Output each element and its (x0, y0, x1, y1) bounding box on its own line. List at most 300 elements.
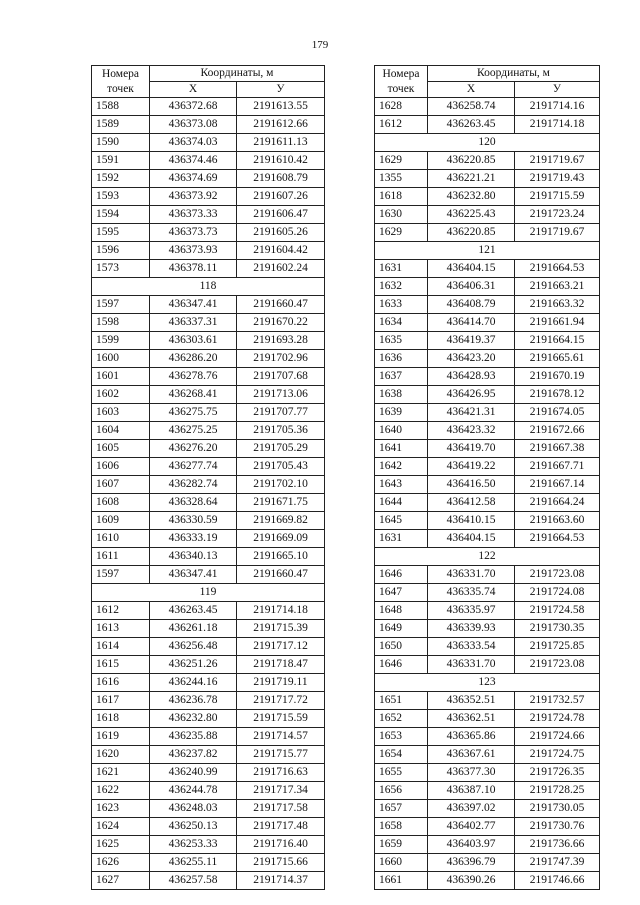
table-row (92, 116, 325, 134)
x-coordinate-cell: 436374.46 (150, 152, 237, 170)
x-coordinate-cell: 436251.26 (150, 656, 237, 674)
y-coordinate-cell: 2191724.66 (515, 728, 600, 746)
table-body-left (92, 98, 325, 890)
x-coordinate-cell: 436402.77 (428, 818, 515, 836)
x-coordinate-cell: 436367.61 (428, 746, 515, 764)
point-number-cell: 1607 (92, 476, 150, 494)
point-number-cell: 1637 (375, 368, 428, 386)
x-coordinate-cell: 436276.20 (150, 440, 237, 458)
point-number-cell: 1644 (375, 494, 428, 512)
table-row (375, 170, 600, 188)
x-coordinate-cell: 436253.33 (150, 836, 237, 854)
y-coordinate-cell: 2191714.18 (237, 602, 325, 620)
table-row (375, 422, 600, 440)
table-row (92, 800, 325, 818)
table-row (92, 854, 325, 872)
point-number-cell: 1623 (92, 800, 150, 818)
table-row (92, 386, 325, 404)
table-row (375, 854, 600, 872)
x-coordinate-cell: 436347.41 (150, 296, 237, 314)
y-coordinate-cell: 2191723.08 (515, 656, 600, 674)
table-row (92, 350, 325, 368)
point-number-cell: 1632 (375, 278, 428, 296)
y-coordinate-cell: 2191693.28 (237, 332, 325, 350)
x-coordinate-cell: 436275.25 (150, 422, 237, 440)
x-coordinate-cell: 436232.80 (150, 710, 237, 728)
y-coordinate-cell: 2191604.42 (237, 242, 325, 260)
point-number-cell: 1646 (375, 656, 428, 674)
table-row (92, 440, 325, 458)
table-row (375, 116, 600, 134)
point-number-cell: 1609 (92, 512, 150, 530)
table-row (92, 242, 325, 260)
table-row (92, 620, 325, 638)
x-coordinate-cell: 436225.43 (428, 206, 515, 224)
y-coordinate-cell: 2191665.10 (237, 548, 325, 566)
table-row (92, 314, 325, 332)
point-number-cell: 1604 (92, 422, 150, 440)
y-coordinate-cell: 2191717.58 (237, 800, 325, 818)
point-number-cell: 1611 (92, 548, 150, 566)
point-number-cell: 1654 (375, 746, 428, 764)
y-coordinate-cell: 2191724.78 (515, 710, 600, 728)
point-number-cell: 1614 (92, 638, 150, 656)
y-coordinate-cell: 2191716.40 (237, 836, 325, 854)
point-number-cell: 1612 (92, 602, 150, 620)
y-coordinate-cell: 2191612.66 (237, 116, 325, 134)
x-coordinate-cell: 436365.86 (428, 728, 515, 746)
y-coordinate-cell: 2191715.59 (237, 710, 325, 728)
x-coordinate-cell: 436347.41 (150, 566, 237, 584)
x-coordinate-cell: 436362.51 (428, 710, 515, 728)
y-coordinate-cell: 2191707.77 (237, 404, 325, 422)
section-row (375, 548, 600, 566)
point-number-cell: 1621 (92, 764, 150, 782)
y-coordinate-cell: 2191669.82 (237, 512, 325, 530)
x-coordinate-cell: 436220.85 (428, 152, 515, 170)
point-number-cell: 1660 (375, 854, 428, 872)
table-row (92, 98, 325, 116)
point-number-cell: 1631 (375, 260, 428, 278)
y-coordinate-cell: 2191608.79 (237, 170, 325, 188)
section-row (92, 584, 325, 602)
point-number-cell: 1596 (92, 242, 150, 260)
point-number-cell: 1610 (92, 530, 150, 548)
point-number-cell: 1625 (92, 836, 150, 854)
point-number-cell: 1612 (375, 116, 428, 134)
x-coordinate-cell: 436278.76 (150, 368, 237, 386)
table-row (92, 566, 325, 584)
x-coordinate-cell: 436374.03 (150, 134, 237, 152)
y-coordinate-cell: 2191663.21 (515, 278, 600, 296)
x-coordinate-cell: 436235.88 (150, 728, 237, 746)
table-row (92, 836, 325, 854)
y-coordinate-cell: 2191716.63 (237, 764, 325, 782)
x-coordinate-cell: 436236.78 (150, 692, 237, 710)
table-row (92, 764, 325, 782)
point-number-cell: 1645 (375, 512, 428, 530)
table-row (92, 710, 325, 728)
coordinates-table-left (91, 65, 325, 890)
point-number-cell: 1618 (92, 710, 150, 728)
section-row (375, 134, 600, 152)
table-row (92, 404, 325, 422)
x-coordinate-cell: 436303.61 (150, 332, 237, 350)
table-row (92, 422, 325, 440)
point-number-cell: 1652 (375, 710, 428, 728)
y-coordinate-cell: 2191725.85 (515, 638, 600, 656)
table-row (375, 800, 600, 818)
table-row (375, 584, 600, 602)
point-number-cell: 1624 (92, 818, 150, 836)
y-coordinate-cell: 2191714.18 (515, 116, 600, 134)
point-number-cell: 1591 (92, 152, 150, 170)
y-coordinate-cell: 2191611.13 (237, 134, 325, 152)
table-body-right (375, 98, 600, 890)
x-coordinate-cell: 436257.58 (150, 872, 237, 890)
table-row (92, 476, 325, 494)
point-number-cell: 1641 (375, 440, 428, 458)
x-coordinate-cell: 436352.51 (428, 692, 515, 710)
table-row (92, 296, 325, 314)
y-coordinate-cell: 2191664.53 (515, 260, 600, 278)
point-number-cell: 1651 (375, 692, 428, 710)
x-coordinate-cell: 436404.15 (428, 260, 515, 278)
y-coordinate-cell: 2191672.66 (515, 422, 600, 440)
table-row (92, 530, 325, 548)
point-number-cell: 1598 (92, 314, 150, 332)
y-coordinate-cell: 2191660.47 (237, 566, 325, 584)
point-number-cell: 1635 (375, 332, 428, 350)
point-number-cell: 1626 (92, 854, 150, 872)
x-coordinate-cell: 436373.08 (150, 116, 237, 134)
point-number-cell: 1629 (375, 152, 428, 170)
y-coordinate-cell: 2191663.32 (515, 296, 600, 314)
point-number-cell: 1628 (375, 98, 428, 116)
y-coordinate-cell: 2191714.16 (515, 98, 600, 116)
point-number-cell: 1647 (375, 584, 428, 602)
table-row (375, 332, 600, 350)
y-coordinate-cell: 2191667.38 (515, 440, 600, 458)
y-coordinate-cell: 2191718.47 (237, 656, 325, 674)
table-row (375, 728, 600, 746)
point-number-cell: 1618 (375, 188, 428, 206)
table-row (92, 494, 325, 512)
point-number-cell: 1655 (375, 764, 428, 782)
y-coordinate-cell: 2191747.39 (515, 854, 600, 872)
x-coordinate-cell: 436335.74 (428, 584, 515, 602)
point-number-cell: 1620 (92, 746, 150, 764)
table-row (92, 152, 325, 170)
y-coordinate-cell: 2191702.10 (237, 476, 325, 494)
x-coordinate-cell: 436248.03 (150, 800, 237, 818)
y-coordinate-cell: 2191664.15 (515, 332, 600, 350)
y-coordinate-cell: 2191670.22 (237, 314, 325, 332)
y-coordinate-cell: 2191726.35 (515, 764, 600, 782)
section-number: 119 (92, 584, 325, 602)
point-number-cell: 1629 (375, 224, 428, 242)
x-coordinate-cell: 436403.97 (428, 836, 515, 854)
table-row (375, 818, 600, 836)
x-coordinate-cell: 436414.70 (428, 314, 515, 332)
x-coordinate-cell: 436408.79 (428, 296, 515, 314)
header-points: Номера точек (92, 66, 150, 98)
table-row (375, 404, 600, 422)
table-row (375, 296, 600, 314)
point-number-cell: 1355 (375, 170, 428, 188)
table-row (375, 782, 600, 800)
section-row (375, 242, 600, 260)
x-coordinate-cell: 436261.18 (150, 620, 237, 638)
table-row (375, 638, 600, 656)
point-number-cell: 1633 (375, 296, 428, 314)
point-number-cell: 1595 (92, 224, 150, 242)
table-row (92, 332, 325, 350)
header-y: У (237, 82, 325, 98)
x-coordinate-cell: 436404.15 (428, 530, 515, 548)
x-coordinate-cell: 436258.74 (428, 98, 515, 116)
y-coordinate-cell: 2191661.94 (515, 314, 600, 332)
x-coordinate-cell: 436419.22 (428, 458, 515, 476)
header-y: У (515, 82, 600, 98)
point-number-cell: 1617 (92, 692, 150, 710)
y-coordinate-cell: 2191670.19 (515, 368, 600, 386)
y-coordinate-cell: 2191705.43 (237, 458, 325, 476)
x-coordinate-cell: 436335.97 (428, 602, 515, 620)
point-number-cell: 1605 (92, 440, 150, 458)
y-coordinate-cell: 2191715.66 (237, 854, 325, 872)
y-coordinate-cell: 2191674.05 (515, 404, 600, 422)
y-coordinate-cell: 2191723.08 (515, 566, 600, 584)
table-row (92, 134, 325, 152)
x-coordinate-cell: 436244.78 (150, 782, 237, 800)
x-coordinate-cell: 436328.64 (150, 494, 237, 512)
x-coordinate-cell: 436255.11 (150, 854, 237, 872)
y-coordinate-cell: 2191665.61 (515, 350, 600, 368)
x-coordinate-cell: 436423.20 (428, 350, 515, 368)
table-row (375, 566, 600, 584)
x-coordinate-cell: 436390.26 (428, 872, 515, 890)
point-number-cell: 1588 (92, 98, 150, 116)
y-coordinate-cell: 2191717.48 (237, 818, 325, 836)
point-number-cell: 1603 (92, 404, 150, 422)
section-number: 123 (375, 674, 600, 692)
table-row (375, 692, 600, 710)
x-coordinate-cell: 436232.80 (428, 188, 515, 206)
y-coordinate-cell: 2191667.14 (515, 476, 600, 494)
header-x: X (150, 82, 237, 98)
table-row (92, 746, 325, 764)
table-row (92, 512, 325, 530)
x-coordinate-cell: 436416.50 (428, 476, 515, 494)
header-points: Номера точек (375, 66, 428, 98)
x-coordinate-cell: 436421.31 (428, 404, 515, 422)
y-coordinate-cell: 2191717.34 (237, 782, 325, 800)
table-row (92, 728, 325, 746)
x-coordinate-cell: 436377.30 (428, 764, 515, 782)
point-number-cell: 1656 (375, 782, 428, 800)
x-coordinate-cell: 436372.68 (150, 98, 237, 116)
x-coordinate-cell: 436339.93 (428, 620, 515, 638)
x-coordinate-cell: 436406.31 (428, 278, 515, 296)
table-row (92, 656, 325, 674)
section-number: 118 (92, 278, 325, 296)
table-row (375, 710, 600, 728)
table-row (92, 782, 325, 800)
y-coordinate-cell: 2191605.26 (237, 224, 325, 242)
y-coordinate-cell: 2191719.43 (515, 170, 600, 188)
y-coordinate-cell: 2191702.96 (237, 350, 325, 368)
x-coordinate-cell: 436330.59 (150, 512, 237, 530)
x-coordinate-cell: 436373.73 (150, 224, 237, 242)
table-row (92, 224, 325, 242)
y-coordinate-cell: 2191606.47 (237, 206, 325, 224)
header-x: X (428, 82, 515, 98)
y-coordinate-cell: 2191664.53 (515, 530, 600, 548)
x-coordinate-cell: 436410.15 (428, 512, 515, 530)
point-number-cell: 1573 (92, 260, 150, 278)
x-coordinate-cell: 436237.82 (150, 746, 237, 764)
y-coordinate-cell: 2191705.36 (237, 422, 325, 440)
y-coordinate-cell: 2191730.05 (515, 800, 600, 818)
table-row (375, 350, 600, 368)
y-coordinate-cell: 2191724.08 (515, 584, 600, 602)
point-number-cell: 1606 (92, 458, 150, 476)
table-row (375, 260, 600, 278)
x-coordinate-cell: 436419.70 (428, 440, 515, 458)
x-coordinate-cell: 436268.41 (150, 386, 237, 404)
point-number-cell: 1636 (375, 350, 428, 368)
point-number-cell: 1616 (92, 674, 150, 692)
table-row (92, 872, 325, 890)
point-number-cell: 1594 (92, 206, 150, 224)
x-coordinate-cell: 436256.48 (150, 638, 237, 656)
table-row (375, 224, 600, 242)
x-coordinate-cell: 436331.70 (428, 656, 515, 674)
x-coordinate-cell: 436374.69 (150, 170, 237, 188)
point-number-cell: 1642 (375, 458, 428, 476)
x-coordinate-cell: 436333.54 (428, 638, 515, 656)
point-number-cell: 1638 (375, 386, 428, 404)
y-coordinate-cell: 2191660.47 (237, 296, 325, 314)
x-coordinate-cell: 436397.02 (428, 800, 515, 818)
table-row (375, 620, 600, 638)
y-coordinate-cell: 2191724.75 (515, 746, 600, 764)
point-number-cell: 1643 (375, 476, 428, 494)
y-coordinate-cell: 2191713.06 (237, 386, 325, 404)
y-coordinate-cell: 2191723.24 (515, 206, 600, 224)
x-coordinate-cell: 436263.45 (428, 116, 515, 134)
table-row (375, 836, 600, 854)
x-coordinate-cell: 436282.74 (150, 476, 237, 494)
table-row (375, 458, 600, 476)
point-number-cell: 1627 (92, 872, 150, 890)
y-coordinate-cell: 2191663.60 (515, 512, 600, 530)
x-coordinate-cell: 436340.13 (150, 548, 237, 566)
point-number-cell: 1601 (92, 368, 150, 386)
y-coordinate-cell: 2191715.59 (515, 188, 600, 206)
x-coordinate-cell: 436220.85 (428, 224, 515, 242)
point-number-cell: 1659 (375, 836, 428, 854)
point-number-cell: 1657 (375, 800, 428, 818)
point-number-cell: 1599 (92, 332, 150, 350)
x-coordinate-cell: 436373.33 (150, 206, 237, 224)
y-coordinate-cell: 2191724.58 (515, 602, 600, 620)
y-coordinate-cell: 2191714.57 (237, 728, 325, 746)
table-row (92, 368, 325, 386)
table-row (92, 818, 325, 836)
point-number-cell: 1590 (92, 134, 150, 152)
table-row (92, 692, 325, 710)
table-row (92, 260, 325, 278)
x-coordinate-cell: 436428.93 (428, 368, 515, 386)
x-coordinate-cell: 436419.37 (428, 332, 515, 350)
y-coordinate-cell: 2191730.76 (515, 818, 600, 836)
x-coordinate-cell: 436337.31 (150, 314, 237, 332)
table-row (92, 188, 325, 206)
x-coordinate-cell: 436423.32 (428, 422, 515, 440)
point-number-cell: 1613 (92, 620, 150, 638)
table-row (375, 602, 600, 620)
table-row (375, 314, 600, 332)
point-number-cell: 1640 (375, 422, 428, 440)
point-number-cell: 1602 (92, 386, 150, 404)
y-coordinate-cell: 2191715.39 (237, 620, 325, 638)
y-coordinate-cell: 2191719.11 (237, 674, 325, 692)
table-row (375, 476, 600, 494)
y-coordinate-cell: 2191719.67 (515, 152, 600, 170)
point-number-cell: 1653 (375, 728, 428, 746)
y-coordinate-cell: 2191667.71 (515, 458, 600, 476)
y-coordinate-cell: 2191717.12 (237, 638, 325, 656)
point-number-cell: 1608 (92, 494, 150, 512)
x-coordinate-cell: 436331.70 (428, 566, 515, 584)
x-coordinate-cell: 436373.93 (150, 242, 237, 260)
point-number-cell: 1592 (92, 170, 150, 188)
x-coordinate-cell: 436396.79 (428, 854, 515, 872)
point-number-cell: 1589 (92, 116, 150, 134)
point-number-cell: 1639 (375, 404, 428, 422)
table-row (375, 386, 600, 404)
x-coordinate-cell: 436412.58 (428, 494, 515, 512)
table-row (375, 764, 600, 782)
point-number-cell: 1615 (92, 656, 150, 674)
table-row (375, 98, 600, 116)
table-row (375, 152, 600, 170)
x-coordinate-cell: 436373.92 (150, 188, 237, 206)
y-coordinate-cell: 2191610.42 (237, 152, 325, 170)
section-number: 120 (375, 134, 600, 152)
table-row (92, 458, 325, 476)
y-coordinate-cell: 2191669.09 (237, 530, 325, 548)
table-row (375, 512, 600, 530)
table-row (92, 170, 325, 188)
table-row (375, 872, 600, 890)
section-number: 121 (375, 242, 600, 260)
point-number-cell: 1631 (375, 530, 428, 548)
y-coordinate-cell: 2191671.75 (237, 494, 325, 512)
header-coordinates: Координаты, м (428, 66, 600, 82)
point-number-cell: 1593 (92, 188, 150, 206)
y-coordinate-cell: 2191678.12 (515, 386, 600, 404)
header-coordinates: Координаты, м (150, 66, 325, 82)
point-number-cell: 1597 (92, 296, 150, 314)
y-coordinate-cell: 2191736.66 (515, 836, 600, 854)
section-row (92, 278, 325, 296)
page-number: 179 (311, 39, 329, 51)
x-coordinate-cell: 436426.95 (428, 386, 515, 404)
y-coordinate-cell: 2191602.24 (237, 260, 325, 278)
